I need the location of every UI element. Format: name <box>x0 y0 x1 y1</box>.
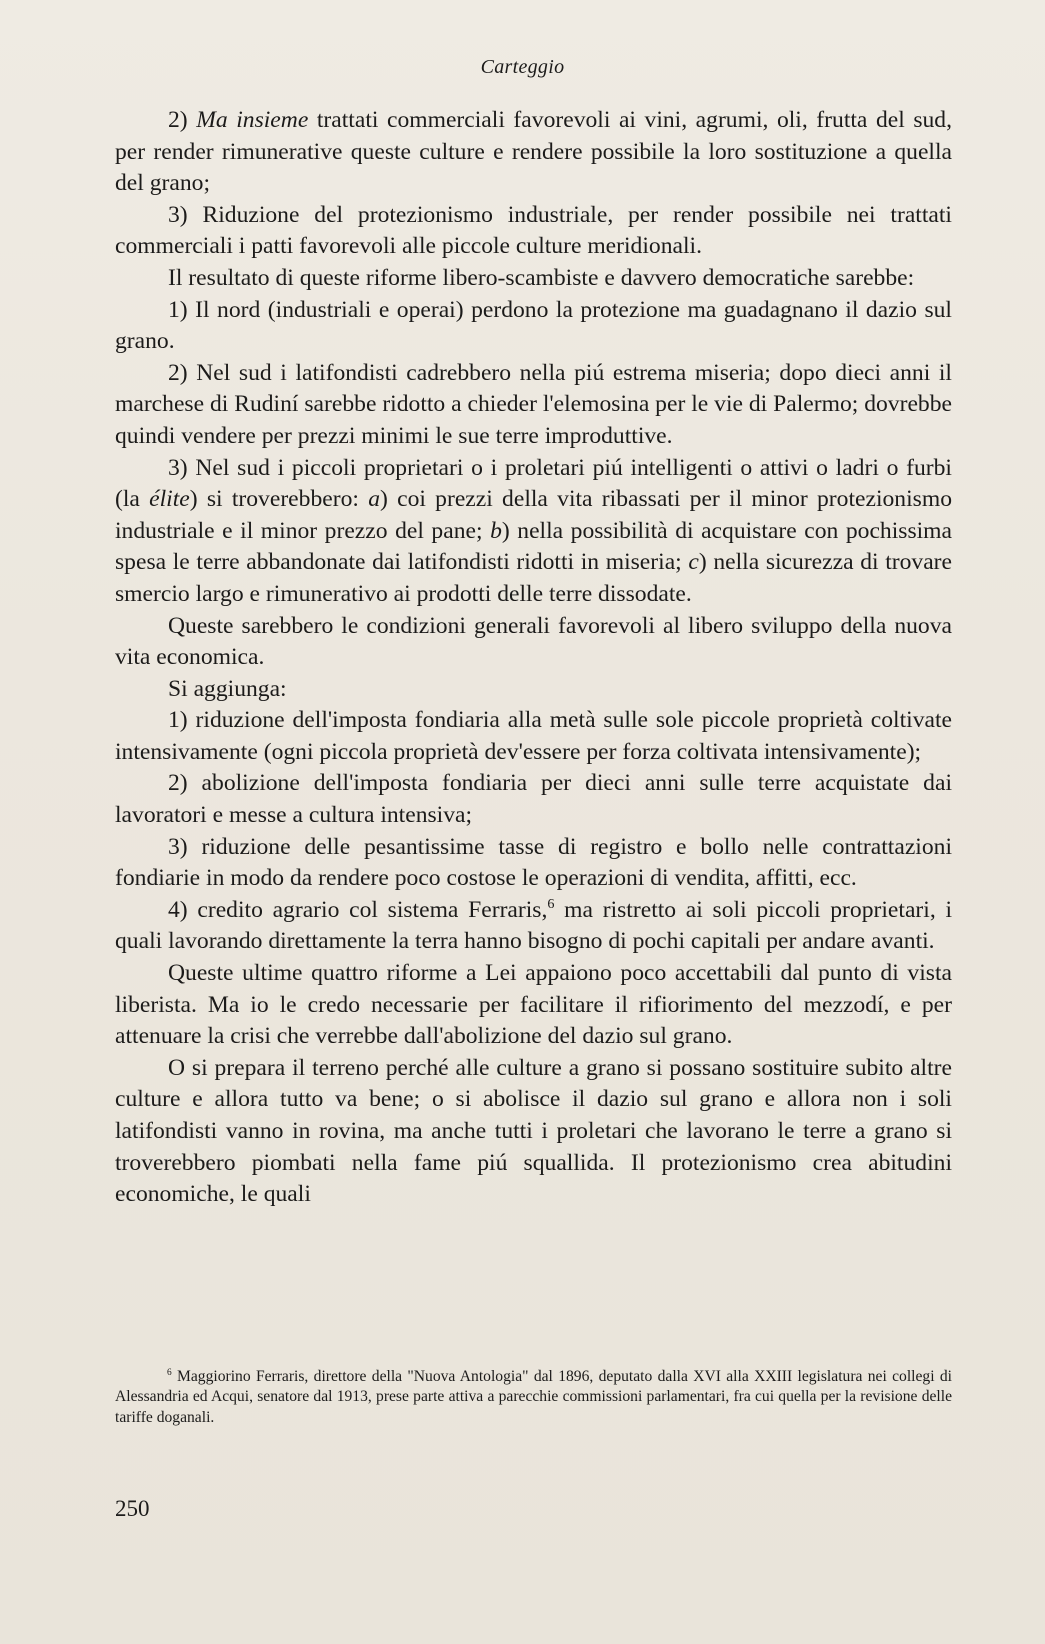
paragraph <box>115 1053 952 1211</box>
text-run: 4) credito agrario col sistema Ferraris, <box>168 896 548 923</box>
text-run: 3) Nel sud i piccoli proprietari o i proletari piú intelligenti o attivi o ladri o furbi (la <box>115 454 952 513</box>
paragraph <box>115 895 952 958</box>
body-text <box>115 105 952 1211</box>
paragraph <box>115 358 952 453</box>
text-run: 2) abolizione dell'imposta fondiaria per dieci anni sulle terre acquistate dai lavoratori e messe a cultura intensiva; <box>115 770 952 829</box>
paragraph <box>115 705 952 768</box>
text-run: ma ristretto ai soli piccoli proprietari, i quali lavorando direttamente la terra hanno bisogno di pochi capitali per andare avanti. <box>115 896 952 955</box>
paragraph <box>115 263 952 295</box>
italic-run: c <box>688 549 699 576</box>
italic-run: élite <box>149 486 190 513</box>
footnote-text: Maggiorino Ferraris, direttore della "Nuova Antologia" dal 1896, deputato dalla XVI alla XXIII legislatura nei collegi di Alessandria ed Acqui, senatore dal 1913, prese parte attiva a parecchie commissioni parlamentari, fra cui quella per la revisione delle tariffe doganali. <box>115 1368 952 1426</box>
footnote-paragraph <box>115 1367 952 1428</box>
footnote-marker: 6 <box>167 1367 172 1378</box>
italic-run: b <box>490 517 502 544</box>
italic-run: a <box>368 486 380 513</box>
paragraph <box>115 958 952 1053</box>
paragraph <box>115 768 952 831</box>
text-run: 2) Nel sud i latifondisti cadrebbero nella piú estrema miseria; dopo dieci anni il marchese di Rudiní sarebbe ridotto a chieder l'elemosina per le vie di Palermo; dovrebbe quindi vendere per prezzi minimi le sue terre improduttive. <box>115 359 952 449</box>
text-run: 2) <box>168 107 197 133</box>
text-run: Il resultato di queste riforme libero-scambiste e davvero democratiche sarebbe: <box>168 264 915 291</box>
text-run: O si prepara il terreno perché alle culture a grano si possano sostituire subito altre culture e allora tutto va bene; o si abolisce il dazio sul grano e allora non i soli latifondisti vanno in rovina, ma anche tutti i proletari che lavorano le terre a grano si troverebbero piombati nella fame piú squallida. Il protezionismo crea abitudini economiche, le quali <box>115 1054 952 1208</box>
text-run: ) nella possibilità di acquistare con pochissima spesa le terre abbandonate dai latifondisti ridotti in miseria; <box>115 517 953 576</box>
paragraph <box>115 674 952 706</box>
footnote <box>115 1367 952 1428</box>
text-run: ) coi prezzi della vita ribassati per il minor protezionismo industriale e il minor prezzo del pane; <box>115 486 952 544</box>
paragraph <box>115 200 952 263</box>
text-run: 1) Il nord (industriali e operai) perdono la protezione ma guadagnano il dazio sul grano. <box>115 296 952 355</box>
text-run: Queste ultime quattro riforme a Lei appaiono poco accettabili dal punto di vista liberista. Ma io le credo necessarie per facilitare il rifiorimento del mezzodí, e per attenuare la crisi che verrebbe dall'abolizione del dazio sul grano. <box>115 960 952 1050</box>
italic-run: Ma insieme <box>196 107 309 133</box>
page-number: 250 <box>115 1496 150 1521</box>
running-head: Carteggio <box>480 56 565 78</box>
text-run: Queste sarebbero le condizioni generali favorevoli al libero sviluppo della nuova vita economica. <box>115 612 952 671</box>
paragraph <box>115 611 952 674</box>
footnote-reference: 6 <box>547 895 555 912</box>
paragraph <box>115 105 952 200</box>
text-run: 1) riduzione dell'imposta fondiaria alla metà sulle sole piccole proprietà coltivate intensivamente (ogni piccola proprietà dev'essere per forza coltivata intensivamente); <box>115 707 952 765</box>
text-run: ) si troverebbero: <box>189 486 369 513</box>
text-run: 3) Riduzione del protezionismo industriale, per render possibile nei trattati commerciali i patti favorevoli alle piccole culture meridionali. <box>115 201 952 260</box>
text-run: 3) riduzione delle pesantissime tasse di registro e bollo nelle contrattazioni fondiarie in modo da rendere poco costose le operazioni di vendita, affitti, ecc. <box>115 833 952 892</box>
text-run: Si aggiunga: <box>168 675 287 702</box>
paragraph <box>115 295 952 358</box>
paragraph <box>115 453 952 611</box>
paragraph <box>115 832 952 895</box>
text-run: ) nella sicurezza di trovare smercio largo e rimunerativo ai prodotti delle terre dissodate. <box>115 549 952 607</box>
text-run: trattati commerciali favorevoli ai vini, agrumi, oli, frutta del sud, per render rimunerative queste culture e rendere possibile la loro sostituzione a quella del grano; <box>115 107 953 197</box>
